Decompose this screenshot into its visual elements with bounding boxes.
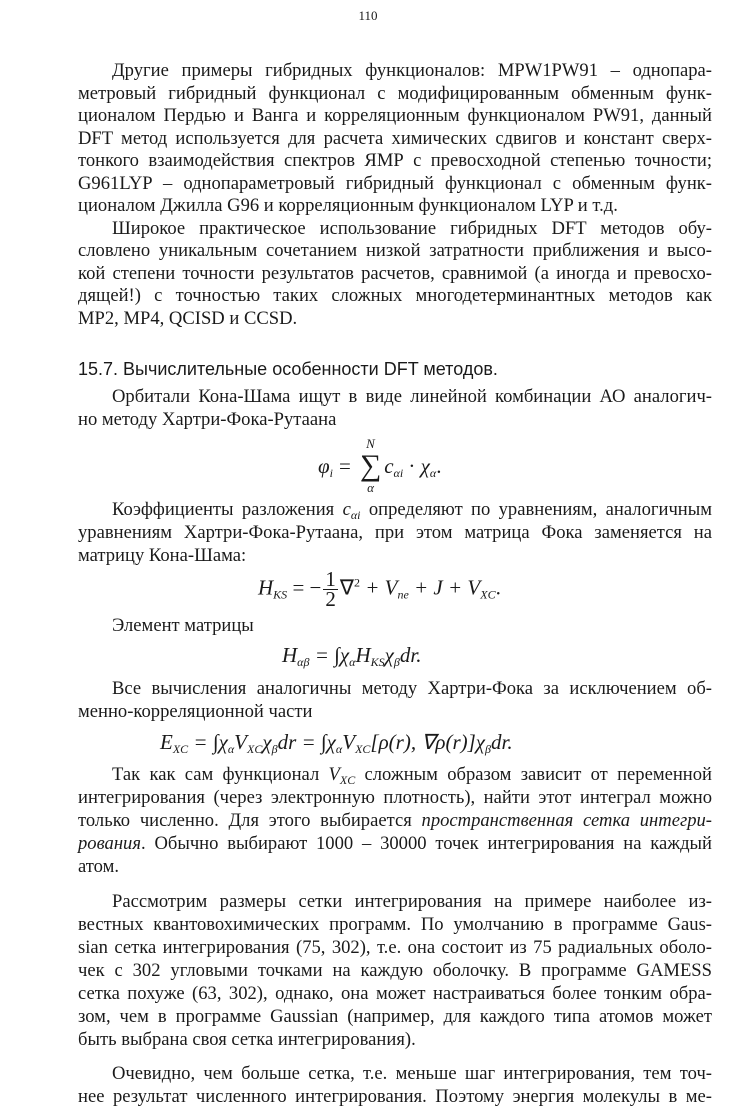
text-line: вестных квантовохимических программ. По умолчанию в программе Gaus- [78, 914, 712, 935]
text-line: тонкого взаимодействия спектров ЯМР с превосходной степенью точности; [78, 150, 712, 171]
equals-sign: = [338, 453, 351, 478]
page-number: 110 [358, 8, 378, 23]
text-line: менно-корреляционной части [78, 701, 313, 722]
text-line: Другие примеры гибридных функционалов: MPW1PW91 – однопара- [112, 60, 712, 81]
sum-sign: ∑ [359, 449, 382, 482]
emphasis-term: рования [78, 833, 141, 854]
text-line: атом. [78, 856, 120, 877]
equation-exchange-correlation-energy: $E_{XC} = \int\chi_\alpha V_{XC}\chi_\beta dr = \int\chi_\alpha V_{XC}[\rho(r)$, $\nabla\rho(r)]\chi_\beta dr$. [160, 730, 513, 756]
text-line: sian сетка интегрирования (75, 302), т.е. она состоит из 75 радиальных оболо- [78, 937, 712, 958]
formula-lhs: $\varphi_i$ [318, 453, 333, 480]
text-line: дящей!) с точностью таких сложных многодетерминантных методов как [78, 285, 712, 306]
section-heading: 15.7. Вычислительные особенности DFT методов. [78, 359, 498, 379]
text-line: G961LYP – однопараметровый гибридный функционал с обменным функ- [78, 173, 712, 194]
text-line: только численно. Для этого выбирается пространственная сетка интегри- [78, 810, 712, 831]
text-line: метровый гибридный функционал с модифицированным обменным функ- [78, 83, 712, 104]
text-line: сетка похуже (63, 302), однако, она может настраиваться более тонким обра- [78, 983, 712, 1004]
formula-rhs: $c_{\alpha i} \cdot \chi_\alpha$. [384, 453, 442, 480]
text-line: ционалом Джилла G96 и корреляционным функционалом LYP и т.д. [78, 195, 618, 216]
text-line: рования. Обычно выбирают 1000 – 30000 точек интегрирования на каждый [78, 833, 712, 854]
text-line: Элемент матрицы [112, 615, 254, 636]
emphasis-term: пространственная сетка интегри- [421, 810, 712, 831]
summation [360, 437, 381, 495]
text-line: Так как сам функционал $V_{XC}$ сложным образом зависит от переменной [112, 764, 713, 787]
text-line: DFT метод используется для расчета химических сдвигов и констант сверх- [78, 128, 712, 149]
text-line: быть выбрана своя сетка интегрирования). [78, 1029, 416, 1050]
text-line: Рассмотрим размеры сетки интегрирования на примере наиболее из- [112, 891, 712, 912]
equation-kohn-sham-hamiltonian: $H_{KS}$ = − $\frac{1}{2}$ $\nabla^2 + V_{ne} + J + V_{XC}$. [258, 567, 501, 611]
text-line: MP2, MP4, QCISD и CCSD. [78, 308, 298, 329]
text-line: Широкое практическое использование гибридных DFT методов обу- [112, 218, 712, 239]
text-line: зом, чем в программе Gaussian (например, для каждого типа атомов может [78, 1006, 712, 1027]
sum-lower-limit: α [367, 480, 374, 495]
equation-matrix-element: $H_{\alpha\beta} = \int\chi_\alpha H_{KS}\chi_\beta dr$. [282, 643, 422, 669]
text-line: кой степени точности результатов расчетов, сравнимой (а иногда и превосхо- [78, 263, 712, 284]
text-line: интегрирования (через электронную плотность), найти этот интеграл можно [78, 787, 712, 808]
text-line: но методу Хартри-Фока-Рутаана [78, 409, 337, 430]
text-line: нее результат численного интегрирования. Поэтому энергия молекулы в ме- [78, 1086, 712, 1107]
sum-upper-limit: N [366, 436, 375, 451]
text-line: Коэффициенты разложения $c_{\alpha i}$ определяют по уравнениям, аналогичным [112, 499, 713, 522]
text-line: Очевидно, чем больше сетка, т.е. меньше шаг интегрирования, тем точ- [112, 1063, 712, 1084]
equation-orbital-expansion [318, 436, 441, 496]
text-line: словлено уникальным сочетанием низкой затратности приближения и высо- [78, 240, 712, 261]
text-line: уравнениям Хартри-Фока-Рутаана, при этом матрица Фока заменяется на [78, 522, 712, 543]
text-line: чек с 302 угловыми точками на каждую оболочку. В программе GAMESS [78, 960, 712, 981]
text-line: Все вычисления аналогичны методу Хартри-Фока за исключением об- [112, 678, 712, 699]
text-line: ционалом Пердью и Ванга и корреляционным функционалом PW91, данный [78, 105, 712, 126]
text-line: матрицу Кона-Шама: [78, 545, 247, 566]
text-line: Орбитали Кона-Шама ищут в виде линейной комбинации АО аналогич- [112, 386, 712, 407]
